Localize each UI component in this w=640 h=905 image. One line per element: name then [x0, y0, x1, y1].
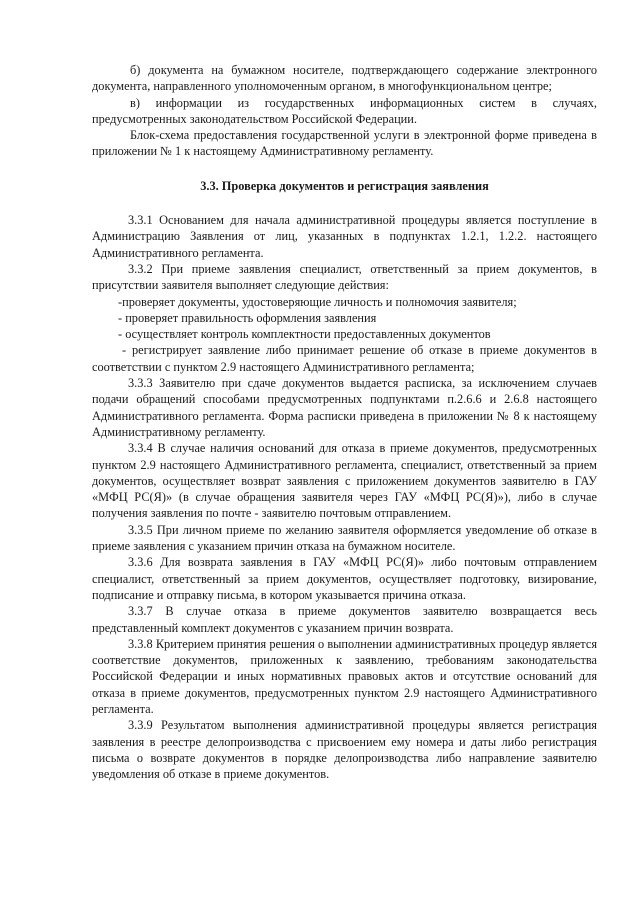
intro-paragraph-flowchart: Блок-схема предоставления государственной услуги в электронной форме приведена в приложении № 1 к настоящему Административному регламенту.: [92, 128, 597, 159]
action-item-register: - регистрирует заявление либо принимает решение об отказе в приеме документов в соответствии с пунктом 2.9 настоящего Административного регламента;: [92, 343, 597, 374]
paragraph-3-3-9: 3.3.9 Результатом выполнения административной процедуры является регистрация заявления в реестре делопроизводства с присвоением ему номера и даты либо регистрация письма о возврате документов в порядке делопроизводства либо направление заявителю уведомления об отказе в приеме документов.: [92, 718, 597, 782]
action-item-check-completeness: - осуществляет контроль комплектности предоставленных документов: [118, 327, 491, 342]
action-item-check-form: - проверяет правильность оформления заявления: [118, 310, 377, 325]
paragraph-3-3-6: 3.3.6 Для возврата заявления в ГАУ «МФЦ РС(Я)» либо почтовым отправлением специалист, ответственный за прием документов, осуществляет подготовку, визирование, подписание и отправку письма, в котором указывается причина отказа.: [92, 555, 597, 602]
action-item-check-documents: -проверяет документы, удостоверяющие личность и полномочия заявителя;: [118, 294, 517, 309]
paragraph-3-3-5: 3.3.5 При личном приеме по желанию заявителя оформляется уведомление об отказе в приеме заявления с указанием причин отказа на бумажном носителе.: [92, 522, 597, 554]
intro-paragraph-v: в) информации из государственных информационных систем в случаях, предусмотренных законодательством Российской Федерации.: [92, 95, 597, 126]
paragraph-3-3-1: 3.3.1 Основанием для начала административной процедуры является поступление в Администрацию Заявления от лиц, указанных в подпунктах 1.2.1, 1.2.2. настоящего Административного регламента.: [92, 213, 597, 260]
paragraph-3-3-2: 3.3.2 При приеме заявления специалист, ответственный за прием документов, в присутствии заявителя выполняет следующие действия:: [92, 261, 597, 293]
document-body: [92, 62, 597, 782]
paragraph-3-3-3: 3.3.3 Заявителю при сдаче документов выдается расписка, за исключением случаев подачи обращений способами предусмотренных подпунктами п.2.6.6 и 2.6.8 настоящего Административного регламента. Форма расписки приведена в приложении № 8 к настоящему Административному регламенту.: [92, 376, 597, 439]
paragraph-3-3-7: 3.3.7 В случае отказа в приеме документов заявителю возвращается весь представленный комплект документов с указанием причин возврата.: [92, 604, 597, 635]
intro-block: [92, 62, 597, 160]
section-heading: 3.3. Проверка документов и регистрация заявления: [200, 178, 489, 193]
intro-paragraph-b: б) документа на бумажном носителе, подтверждающего содержание электронного документа, направленного уполномоченным органом, в многофункциональном центре;: [92, 63, 597, 94]
paragraph-3-3-4: 3.3.4 В случае наличия оснований для отказа в приеме документов, предусмотренных пунктом 2.9 настоящего Административного регламента, специалист, ответственный за прием документов, осуществляет возврат заявления с приложением документов заявителю в ГАУ «МФЦ РС(Я)» (в случае обращения заявителя через ГАУ «МФЦ РС(Я)»), либо в случае получения заявления по почте - заявителю почтовым отправлением.: [92, 441, 597, 521]
paragraph-3-3-8: 3.3.8 Критерием принятия решения о выполнении административных процедур является соответствие документов, приложенных к заявлению, требованиям законодательства Российской Федерации и иных нормативных правовых актов и отсутствие оснований для отказа в приеме документов, предусмотренных пунктом 2.9 настоящего Административного регламента.: [92, 636, 597, 716]
